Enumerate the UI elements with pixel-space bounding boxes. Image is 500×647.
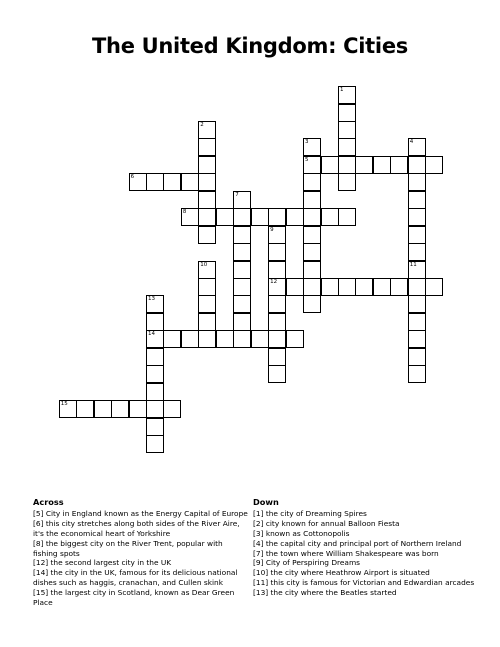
grid-cell[interactable] <box>181 173 199 191</box>
clue-number: 3 <box>305 139 309 146</box>
across-clue-8: [8] the biggest city on the River Trent, popular with fishing spots <box>33 538 223 558</box>
grid-cell[interactable] <box>338 138 356 156</box>
grid-cell[interactable] <box>286 208 304 226</box>
grid-cell[interactable] <box>146 330 164 348</box>
grid-cell[interactable] <box>233 313 251 331</box>
grid-cell[interactable] <box>303 243 321 261</box>
grid-cell[interactable] <box>146 400 164 418</box>
grid-cell[interactable] <box>408 313 426 331</box>
grid-cell[interactable] <box>303 295 321 313</box>
down-clue-7: [7] the town where William Shakespeare was born <box>253 548 439 558</box>
grid-cell[interactable] <box>146 383 164 401</box>
clue-number: 14 <box>148 331 155 338</box>
grid-cell[interactable] <box>198 156 216 174</box>
grid-cell[interactable] <box>198 295 216 313</box>
grid-cell[interactable] <box>338 86 356 104</box>
down-clue-1: [1] the city of Dreaming Spires <box>253 508 367 518</box>
grid-cell[interactable] <box>233 295 251 313</box>
grid-cell[interactable] <box>146 295 164 313</box>
grid-cell[interactable] <box>303 208 321 226</box>
down-clue-9: [9] City of Perspiring Dreams <box>253 558 361 568</box>
grid-cell[interactable] <box>111 400 129 418</box>
grid-cell[interactable] <box>390 156 408 174</box>
grid-cell[interactable] <box>268 261 286 279</box>
across-clue-12: [12] the second largest city in the UK <box>33 558 172 568</box>
grid-cell[interactable] <box>59 400 77 418</box>
grid-cell[interactable] <box>338 121 356 139</box>
grid-cell[interactable] <box>251 330 269 348</box>
down-clues <box>253 498 478 598</box>
clue-number: 7 <box>235 191 239 198</box>
grid-cell[interactable] <box>268 226 286 244</box>
down-heading: Down <box>253 497 279 507</box>
grid-cell[interactable] <box>198 191 216 209</box>
grid-cell[interactable] <box>198 138 216 156</box>
grid-cell[interactable] <box>233 208 251 226</box>
down-clue-3: [3] known as Cottonopolis <box>253 528 350 538</box>
grid-cell[interactable] <box>129 400 147 418</box>
grid-cell[interactable] <box>286 330 304 348</box>
grid-cell[interactable] <box>321 278 339 296</box>
grid-cell[interactable] <box>303 261 321 279</box>
grid-cell[interactable] <box>146 313 164 331</box>
grid-cell[interactable] <box>146 365 164 383</box>
grid-cell[interactable] <box>408 226 426 244</box>
grid-cell[interactable] <box>408 348 426 366</box>
grid-cell[interactable] <box>425 156 443 174</box>
clue-number: 8 <box>182 209 187 216</box>
grid-cell[interactable] <box>233 261 251 279</box>
down-clue-11: [11] this city is famous for Victorian and Edwardian arcades <box>253 578 475 588</box>
grid-cell[interactable] <box>251 208 269 226</box>
clue-number: 6 <box>130 174 135 181</box>
grid-cell[interactable] <box>268 365 286 383</box>
grid-cell[interactable] <box>76 400 94 418</box>
grid-cell[interactable] <box>233 278 251 296</box>
grid-cell[interactable] <box>181 208 199 226</box>
grid-cell[interactable] <box>408 295 426 313</box>
grid-cell[interactable] <box>355 156 373 174</box>
page-title: The United Kingdom: Cities <box>92 34 408 58</box>
grid-cell[interactable] <box>268 243 286 261</box>
down-clue-4: [4] the capital city and principal port of Northern Ireland <box>253 538 462 548</box>
grid-cell[interactable] <box>129 173 147 191</box>
grid-cell[interactable] <box>146 348 164 366</box>
grid-cell[interactable] <box>373 156 391 174</box>
grid-cell[interactable] <box>198 173 216 191</box>
grid-cell[interactable] <box>198 278 216 296</box>
grid-cell[interactable] <box>198 330 216 348</box>
grid-cell[interactable] <box>163 330 181 348</box>
grid-cell[interactable] <box>338 208 356 226</box>
grid-cell[interactable] <box>408 278 426 296</box>
grid-cell[interactable] <box>216 208 234 226</box>
grid-cell[interactable] <box>390 278 408 296</box>
grid-cell[interactable] <box>303 278 321 296</box>
grid-cell[interactable] <box>198 313 216 331</box>
grid-cell[interactable] <box>146 435 164 453</box>
grid-cell[interactable] <box>268 313 286 331</box>
grid-cell[interactable] <box>408 261 426 279</box>
grid-cell[interactable] <box>163 173 181 191</box>
grid-cell[interactable] <box>233 330 251 348</box>
grid-cell[interactable] <box>233 226 251 244</box>
grid-cell[interactable] <box>286 278 304 296</box>
grid-cell[interactable] <box>408 330 426 348</box>
grid-cell[interactable] <box>181 330 199 348</box>
clue-number: 4 <box>409 139 414 146</box>
grid-cell[interactable] <box>303 138 321 156</box>
down-clue-10: [10] the city where Heathrow Airport is situated <box>253 568 430 578</box>
grid-cell[interactable] <box>338 156 356 174</box>
grid-cell[interactable] <box>408 156 426 174</box>
grid-cell[interactable] <box>216 330 234 348</box>
grid-cell[interactable] <box>408 138 426 156</box>
grid-cell[interactable] <box>408 365 426 383</box>
down-clue-13: [13] the city where the Beatles started <box>253 588 397 598</box>
grid-cell[interactable] <box>198 208 216 226</box>
grid-cell[interactable] <box>303 226 321 244</box>
clue-number: 13 <box>148 296 155 303</box>
grid-cell[interactable] <box>268 348 286 366</box>
grid-cell[interactable] <box>198 226 216 244</box>
grid-cell[interactable] <box>338 104 356 122</box>
grid-cell[interactable] <box>338 278 356 296</box>
grid-cell[interactable] <box>321 156 339 174</box>
across-heading: Across <box>33 497 64 507</box>
grid-cell[interactable] <box>408 243 426 261</box>
grid-cell[interactable] <box>198 121 216 139</box>
across-clue-6: [6] this city stretches along both sides of the River Aire, it's the economical heart of Yorkshire <box>33 518 240 538</box>
across-clues <box>33 498 248 608</box>
clue-number: 11 <box>409 261 417 268</box>
grid-cell[interactable] <box>233 191 251 209</box>
grid-cell[interactable] <box>338 173 356 191</box>
grid-cell[interactable] <box>94 400 112 418</box>
grid-cell[interactable] <box>233 243 251 261</box>
grid-cell[interactable] <box>303 173 321 191</box>
grid-cell[interactable] <box>268 208 286 226</box>
across-clue-5: [5] City in England known as the Energy Capital of Europe <box>33 508 248 518</box>
grid-cell[interactable] <box>303 156 321 174</box>
grid-cell[interactable] <box>355 278 373 296</box>
clue-number: 1 <box>340 87 344 93</box>
grid-cell[interactable] <box>408 173 426 191</box>
grid-cell[interactable] <box>268 278 286 296</box>
grid-cell[interactable] <box>303 191 321 209</box>
grid-cell[interactable] <box>408 191 426 209</box>
grid-cell[interactable] <box>425 278 443 296</box>
clue-number: 9 <box>270 226 274 233</box>
grid-cell[interactable] <box>268 330 286 348</box>
grid-cell[interactable] <box>198 261 216 279</box>
grid-cell[interactable] <box>146 173 164 191</box>
grid-cell[interactable] <box>163 400 181 418</box>
grid-cell[interactable] <box>408 208 426 226</box>
grid-cell[interactable] <box>146 418 164 436</box>
clue-number: 2 <box>200 121 204 128</box>
grid-cell[interactable] <box>321 208 339 226</box>
across-clue-15: [15] the largest city in Scotland, known as Dear Green Place <box>33 588 235 608</box>
clue-number: 10 <box>200 261 208 268</box>
grid-cell[interactable] <box>268 295 286 313</box>
clue-number: 15 <box>60 401 68 408</box>
down-clue-2: [2] city known for annual Balloon Fiesta <box>253 518 400 528</box>
across-clue-14: [14] the city in the UK, famous for its delicious national dishes such as haggis, cranachan, and Cullen skink <box>33 568 238 588</box>
clue-number: 12 <box>270 278 278 285</box>
clue-number: 5 <box>305 156 309 163</box>
grid-cell[interactable] <box>373 278 391 296</box>
